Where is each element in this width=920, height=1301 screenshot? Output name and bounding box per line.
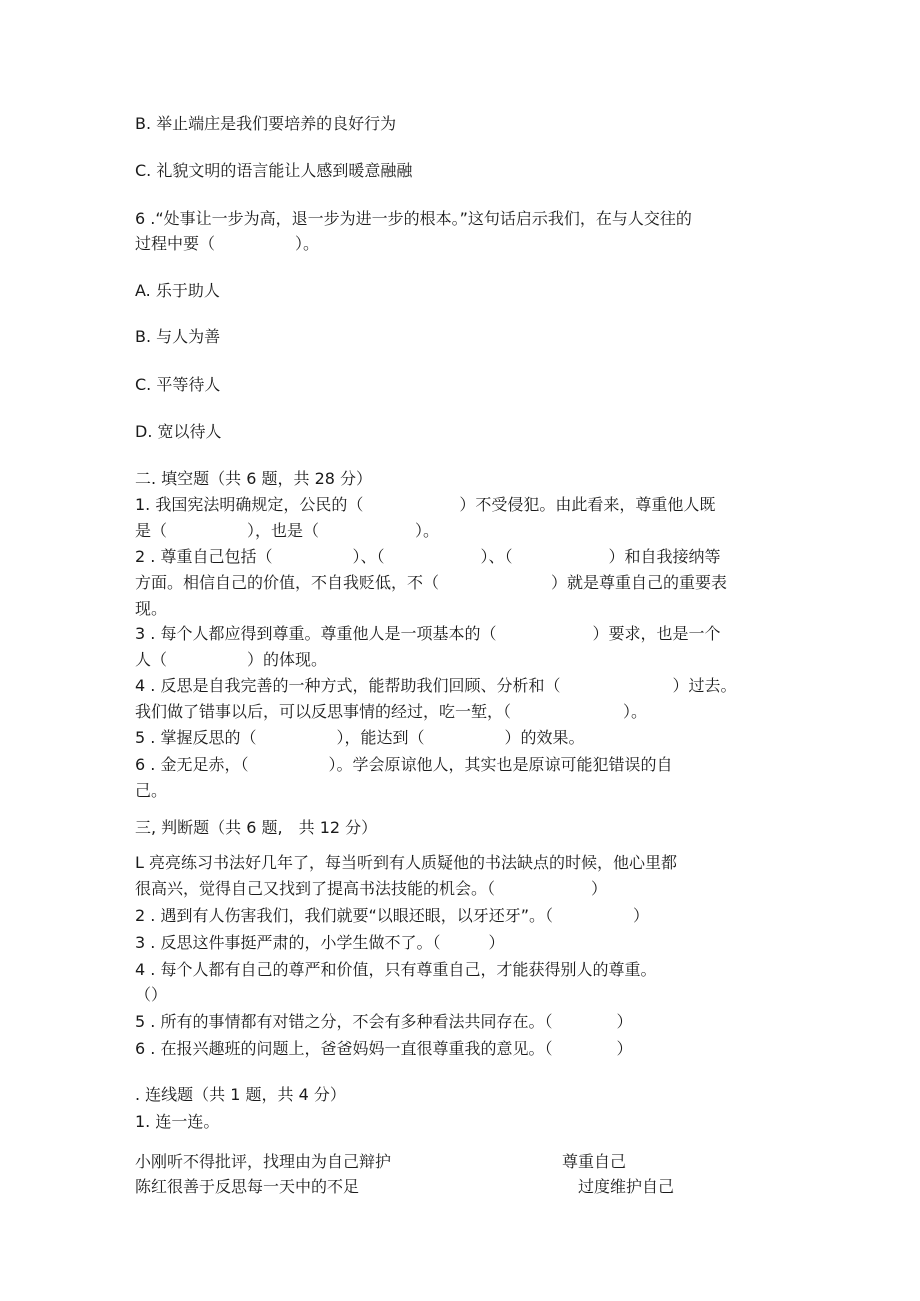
judge-4-line1: 4 . 每个人都有自己的尊严和价值，只有尊重自己，才能获得别人的尊重。 xyxy=(135,960,657,979)
option-b-q5: B. 举止端庄是我们要培养的良好行为 xyxy=(135,114,397,133)
section-judge-heading: 三, 判断题（共 6 题, 共 12 分） xyxy=(135,818,378,837)
fill-3-line2: 人（ ）的体现。 xyxy=(135,650,328,669)
option-c-q5: C. 礼貌文明的语言能让人感到暖意融融 xyxy=(135,161,413,180)
fill-3-line1: 3 . 每个人都应得到尊重。尊重他人是一项基本的（ ）要求，也是一个 xyxy=(135,624,721,643)
matching-left-item-2: 陈红很善于反思每一天中的不足 xyxy=(135,1177,360,1196)
fill-1-line2: 是（ ），也是（ ）。 xyxy=(135,521,440,540)
fill-2-line1: 2 . 尊重自己包括（ ）、（ ）、（ ）和自我接纳等 xyxy=(135,547,721,566)
fill-6-line2: 己。 xyxy=(135,781,168,800)
judge-5: 5 . 所有的事情都有对错之分，不会有多种看法共同存在。（ ） xyxy=(135,1012,633,1031)
fill-6-line1: 6 . 金无足赤，（ ）。学会原谅他人，其实也是原谅可能犯错误的自 xyxy=(135,755,673,774)
option-d-q6: D. 宽以待人 xyxy=(135,422,222,441)
judge-2: 2 . 遇到有人伤害我们，我们就要“以眼还眼，以牙还牙”。（ ） xyxy=(135,906,650,925)
fill-4-line2: 我们做了错事以后，可以反思事情的经过，吃一堑，（ ）。 xyxy=(135,702,648,721)
option-c-q6: C. 平等待人 xyxy=(135,375,221,394)
fill-2-line2: 方面。相信自己的价值，不自我贬低，不（ ）就是尊重自己的重要表 xyxy=(135,573,728,592)
section-matching-heading: . 连线题（共 1 题，共 4 分） xyxy=(135,1085,346,1104)
judge-6: 6 . 在报兴趣班的问题上，爸爸妈妈一直很尊重我的意见。（ ） xyxy=(135,1039,633,1058)
fill-2-line3: 现。 xyxy=(135,599,168,618)
question-6-line1: 6 .“处事让一步为高，退一步为进一步的根本。”这句话启示我们，在与人交往的 xyxy=(135,209,692,228)
section-fill-blank-heading: 二. 填空题（共 6 题，共 28 分） xyxy=(135,469,373,488)
judge-1-line2: 很高兴，觉得自己又找到了提高书法技能的机会。（ ） xyxy=(135,879,608,898)
fill-1-line1: 1. 我国宪法明确规定，公民的（ ）不受侵犯。由此看来，尊重他人既 xyxy=(135,495,716,514)
fill-4-line1: 4 . 反思是自我完善的一种方式，能帮助我们回顾、分析和（ ）过去。 xyxy=(135,676,737,695)
matching-left-item-1: 小刚听不得批评，找理由为自己辩护 xyxy=(135,1152,392,1171)
judge-4-line2: （） xyxy=(135,985,168,1004)
matching-right-item-1: 尊重自己 xyxy=(562,1152,627,1171)
option-b-q6: B. 与人为善 xyxy=(135,327,221,346)
matching-right-item-2: 过度维护自己 xyxy=(578,1177,675,1196)
matching-1-prompt: 1. 连一连。 xyxy=(135,1112,220,1131)
option-a-q6: A. 乐于助人 xyxy=(135,281,220,300)
question-6-line2: 过程中要（ ）。 xyxy=(135,234,320,253)
judge-3: 3 . 反思这件事挺严肃的，小学生做不了。（ ） xyxy=(135,933,505,952)
fill-5: 5 . 掌握反思的（ ），能达到（ ）的效果。 xyxy=(135,728,585,747)
judge-1-line1: L 亮亮练习书法好几年了，每当听到有人质疑他的书法缺点的时候，他心里都 xyxy=(135,853,678,872)
